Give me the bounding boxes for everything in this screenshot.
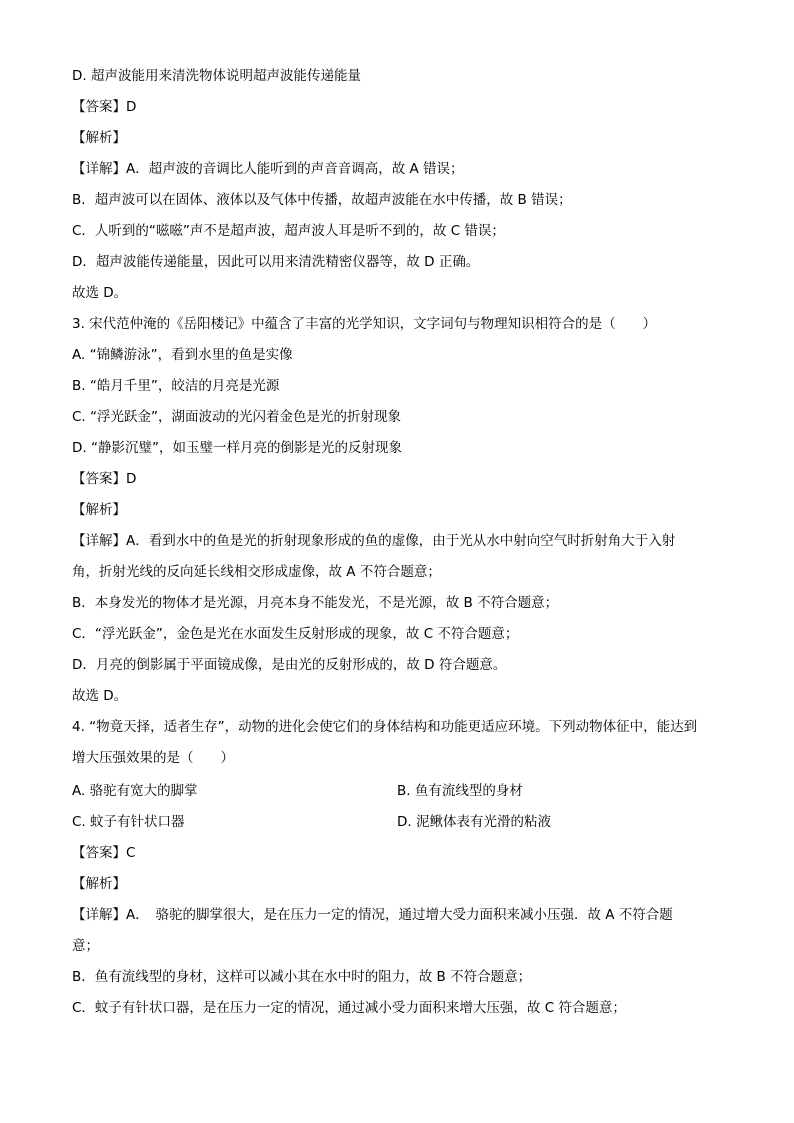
- q3-option-d: D. “静影沉璧”，如玉璧一样月亮的倒影是光的反射现象: [72, 440, 402, 456]
- q3-option-a: A. “锦鳞游泳”，看到水里的鱼是实像: [72, 347, 293, 363]
- q4-option-b: B. 鱼有流线型的身材: [397, 783, 523, 799]
- q3-option-c: C. “浮光跃金”，湖面波动的光闪着金色是光的折射现象: [72, 409, 401, 425]
- analysis-label-q2: 【解析】: [72, 130, 126, 146]
- analysis-label-q4: 【解析】: [72, 876, 126, 892]
- answer-q2: 【答案】D: [72, 99, 137, 115]
- q4-option-d: D. 泥鳅体表有光滑的粘液: [397, 814, 551, 830]
- explanation-a-q4: 【详解】A． 骆驼的脚掌很大，是在压力一定的情况，通过增大受力面积来减小压强．故 A 不符合题: [72, 907, 673, 923]
- explanation-b-q2: B．超声波可以在固体、液体以及气体中传播，故超声波能在水中传播，故 B 错误；: [72, 192, 572, 208]
- answer-q4: 【答案】C: [72, 845, 136, 861]
- explanation-a-q3: 【详解】A．看到水中的鱼是光的折射现象形成的鱼的虚像，由于光从水中射向空气时折射角大于入射: [72, 533, 676, 549]
- explanation-c-q3: C．“浮光跃金”，金色是光在水面发生反射形成的现象，故 C 不符合题意；: [72, 626, 519, 642]
- option-d-q2: D. 超声波能用来清洗物体说明超声波能传递能量: [72, 68, 361, 84]
- conclusion-q3: 故选 D。: [72, 688, 128, 704]
- explanation-b-q4: B．鱼有流线型的身材，这样可以减小其在水中时的阻力，故 B 不符合题意；: [72, 969, 532, 985]
- q3-option-b: B. “皓月千里”，皎洁的月亮是光源: [72, 378, 280, 394]
- explanation-b-q3: B．本身发光的物体才是光源，月亮本身不能发光，不是光源，故 B 不符合题意；: [72, 595, 559, 611]
- question-3-stem: 3. 宋代范仲淹的《岳阳楼记》中蕴含了丰富的光学知识，文字词句与物理知识相符合的是（ ）: [72, 316, 657, 332]
- explanation-a-q2: 【详解】A．超声波的音调比人能听到的声音音调高，故 A 错误；: [72, 161, 464, 177]
- explanation-a-q3-cont: 角，折射光线的反向延长线相交形成虚像，故 A 不符合题意；: [72, 564, 441, 580]
- explanation-c-q2: C．人听到的“嗞嗞”声不是超声波，超声波人耳是听不到的，故 C 错误；: [72, 223, 505, 239]
- answer-q3: 【答案】D: [72, 471, 137, 487]
- question-4-stem: 4. “物竟天择，适者生存”，动物的进化会使它们的身体结构和功能更适应环境。下列动物体征中，能达到: [72, 719, 698, 735]
- question-4-stem-cont: 增大压强效果的是（ ）: [72, 750, 234, 766]
- explanation-a-q4-cont: 意；: [72, 938, 99, 954]
- q4-option-c: C. 蚊子有针状口器: [72, 814, 185, 830]
- analysis-label-q3: 【解析】: [72, 502, 126, 518]
- q4-option-a: A. 骆驼有宽大的脚掌: [72, 783, 198, 799]
- explanation-d-q2: D．超声波能传递能量，因此可以用来清洗精密仪器等，故 D 正确。: [72, 254, 480, 270]
- conclusion-q2: 故选 D。: [72, 285, 128, 301]
- explanation-d-q3: D．月亮的倒影属于平面镜成像，是由光的反射形成的，故 D 符合题意。: [72, 657, 507, 673]
- explanation-c-q4: C．蚊子有针状口器，是在压力一定的情况，通过减小受力面积来增大压强，故 C 符合题意；: [72, 1000, 626, 1016]
